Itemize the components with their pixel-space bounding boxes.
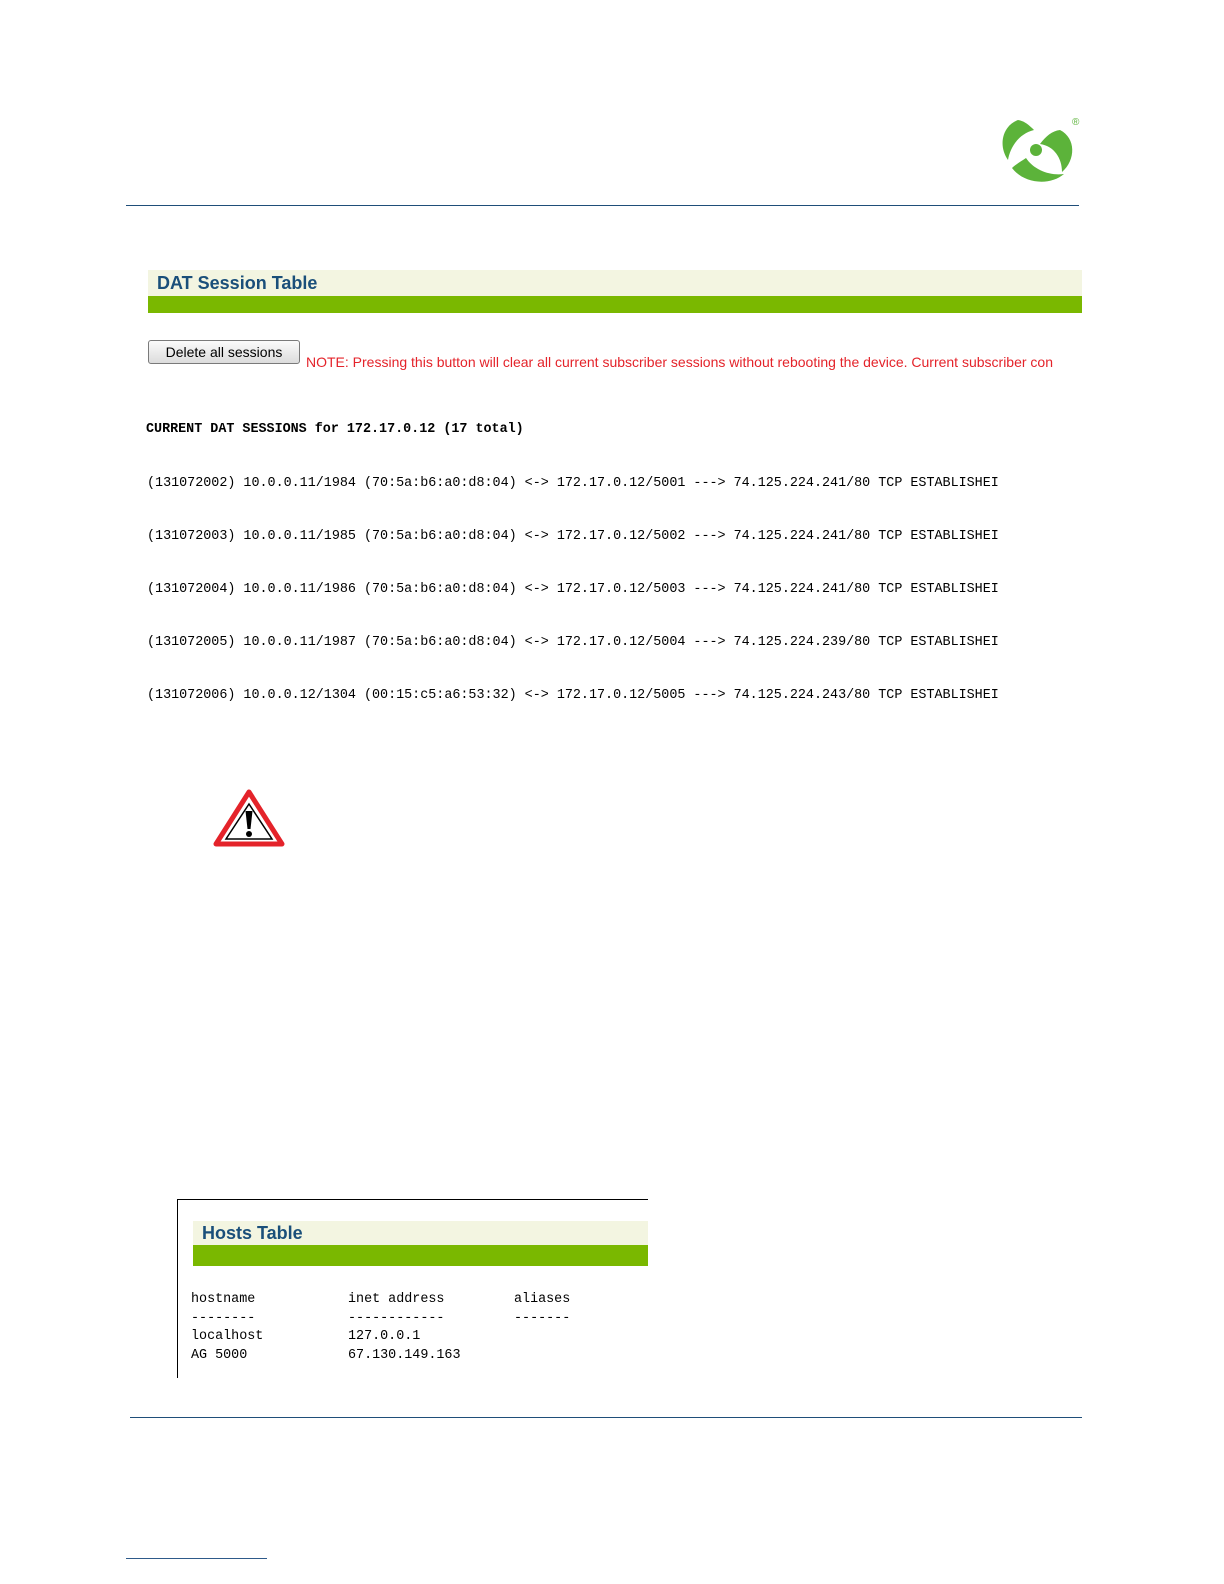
hosts-header-row <box>191 1291 634 1310</box>
hosts-panel-title: Hosts Table <box>193 1221 648 1245</box>
footnote-rule <box>126 1558 267 1559</box>
registered-mark: ® <box>1072 117 1080 128</box>
dat-panel-title: DAT Session Table <box>148 270 1082 296</box>
sessions-header: CURRENT DAT SESSIONS for 172.17.0.12 (17 total) <box>146 422 524 438</box>
footer-rule <box>130 1417 1082 1418</box>
warning-triangle-icon <box>213 789 285 847</box>
session-row: (131072004) 10.0.0.11/1986 (70:5a:b6:a0:d8:04) <-> 172.17.0.12/5003 ---> 74.125.224.241/80 TCP ESTABLISHEI <box>147 581 999 597</box>
aliases-cell <box>514 1328 634 1347</box>
delete-all-sessions-button[interactable]: Delete all sessions <box>148 340 300 364</box>
column-header-hostname: hostname <box>191 1292 256 1307</box>
session-row: (131072003) 10.0.0.11/1985 (70:5a:b6:a0:d8:04) <-> 172.17.0.12/5002 ---> 74.125.224.241/80 TCP ESTABLISHEI <box>147 528 999 544</box>
hosts-underline-row <box>191 1310 634 1329</box>
inet-address-cell: 67.130.149.163 <box>348 1347 461 1363</box>
company-logo-icon <box>996 112 1082 186</box>
hostname-cell: AG 5000 <box>191 1347 248 1363</box>
delete-note-text: NOTE: Pressing this button will clear all current subscriber sessions without rebooting the device. Current subscriber con <box>306 354 1053 370</box>
column-header-inet-address: inet address <box>348 1292 445 1307</box>
session-row: (131072005) 10.0.0.11/1987 (70:5a:b6:a0:d8:04) <-> 172.17.0.12/5004 ---> 74.125.224.239/80 TCP ESTABLISHEI <box>147 634 999 650</box>
underline-aliases: ------- <box>514 1310 571 1326</box>
header-rule <box>126 205 1079 206</box>
underline-hostname: -------- <box>191 1310 256 1326</box>
hosts-panel-green-bar <box>193 1245 648 1266</box>
hostname-cell: localhost <box>191 1329 264 1344</box>
aliases-cell <box>514 1347 634 1366</box>
table-row <box>191 1328 634 1347</box>
session-row: (131072002) 10.0.0.11/1984 (70:5a:b6:a0:d8:04) <-> 172.17.0.12/5001 ---> 74.125.224.241/80 TCP ESTABLISHEI <box>147 475 999 491</box>
dat-session-table-screenshot <box>146 268 1082 708</box>
dat-panel-green-bar <box>148 296 1082 313</box>
column-header-aliases: aliases <box>514 1292 571 1307</box>
hosts-table-screenshot <box>177 1199 648 1378</box>
session-row: (131072006) 10.0.0.12/1304 (00:15:c5:a6:53:32) <-> 172.17.0.12/5005 ---> 74.125.224.243/80 TCP ESTABLISHEI <box>147 687 999 703</box>
hosts-table <box>191 1291 634 1365</box>
sessions-list <box>146 386 999 708</box>
inet-address-cell: 127.0.0.1 <box>348 1329 421 1344</box>
screenshot-frame-top <box>177 1199 648 1200</box>
table-row <box>191 1347 634 1366</box>
screenshot-frame-left <box>177 1199 178 1378</box>
underline-inet-address: ------------ <box>348 1310 445 1326</box>
